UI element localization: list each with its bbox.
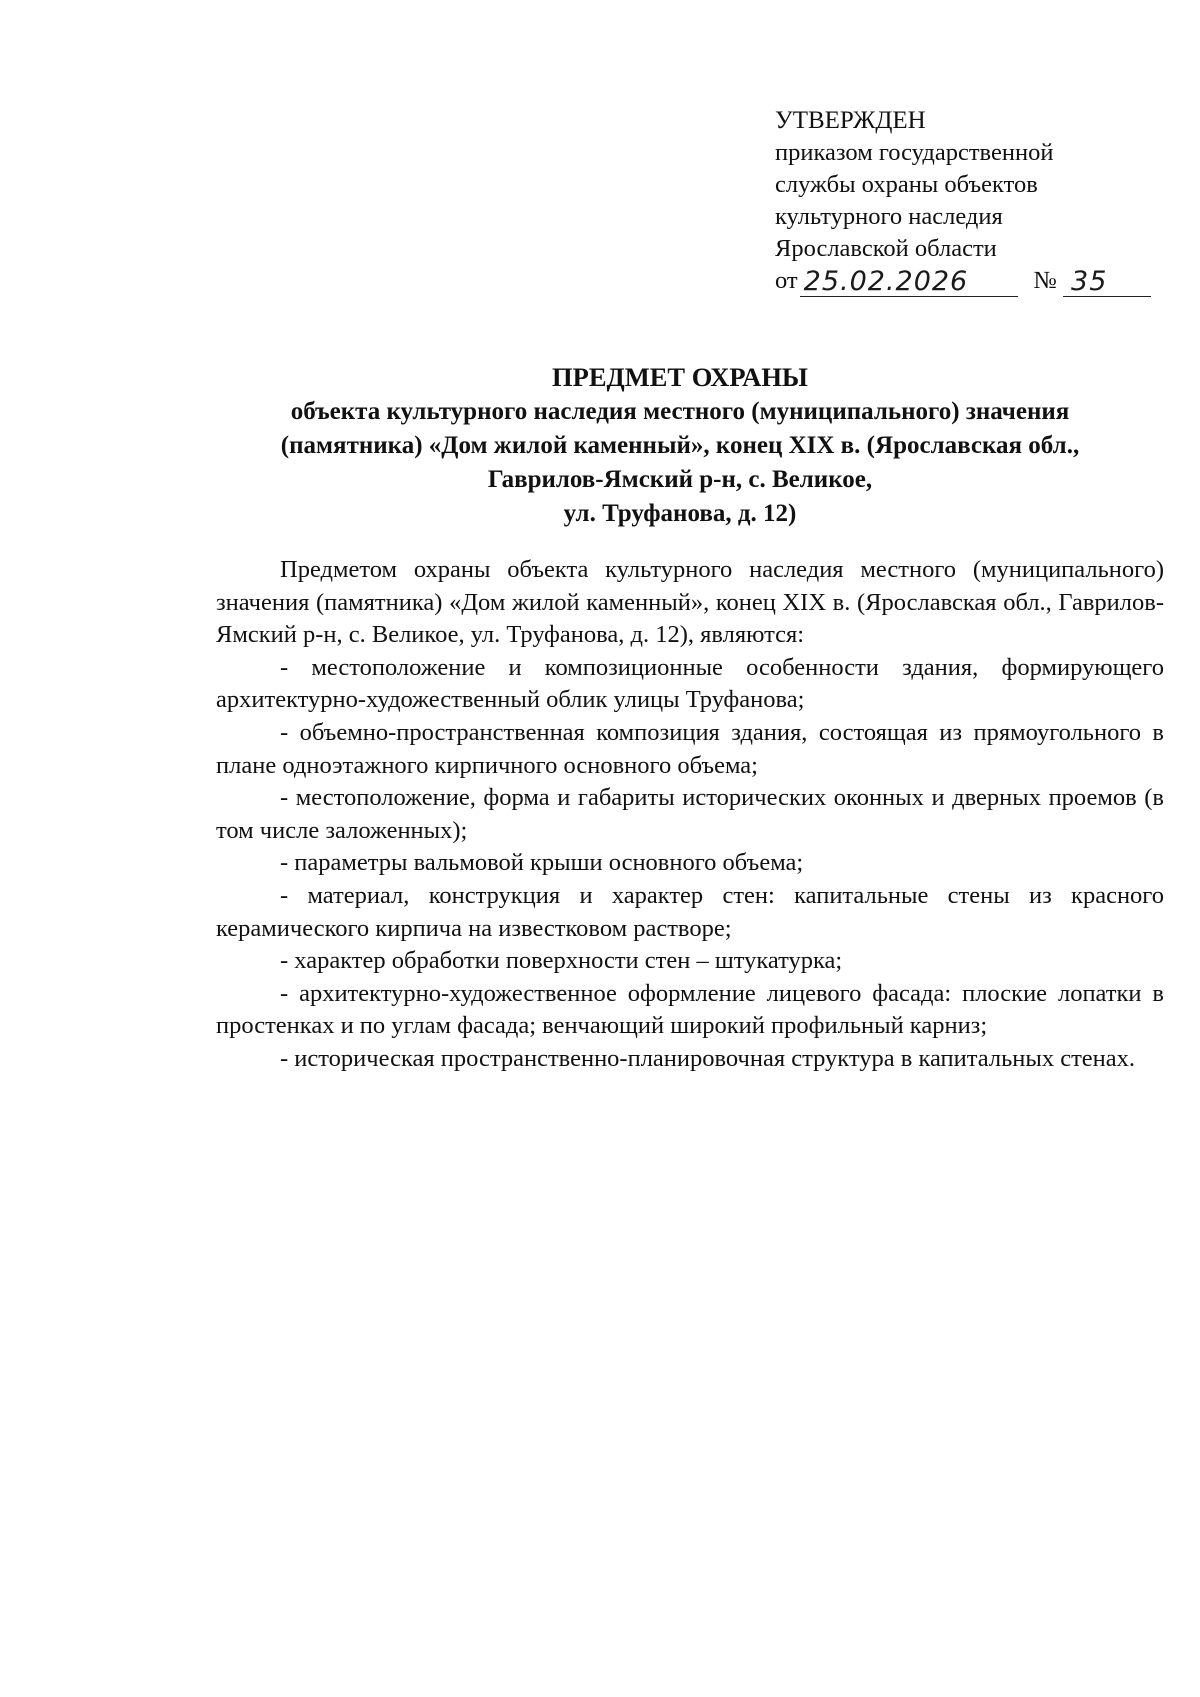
number-sign: № bbox=[1033, 267, 1058, 294]
list-item: - местоположение и композиционные особенности здания, формирующего архитектурно-художественный облик улицы Труфанова; bbox=[216, 653, 1164, 714]
document-title-block bbox=[195, 360, 1165, 531]
list-item: - параметры вальмовой крыши основного объема; bbox=[280, 849, 804, 877]
approval-date-number-line bbox=[775, 265, 1155, 297]
intro-paragraph: Предметом охраны объекта культурного наследия местного (муниципального) значения (памятника) «Дом жилой каменный», конец XIX в. (Ярославская обл., Гаврилов-Ямский р-н, с. Великое, ул. Труфанова, д. 12), являются: bbox=[216, 556, 1164, 649]
title-line: объекта культурного наследия местного (муниципального) значения bbox=[290, 398, 1070, 425]
date-prefix: от bbox=[775, 267, 798, 294]
list-item: - материал, конструкция и характер стен: капитальные стены из красного керамического кирпича на известковом растворе; bbox=[216, 881, 1164, 942]
list-item: - объемно-пространственная композиция здания, состоящая из прямоугольного в плане одноэтажного кирпичного основного объема; bbox=[216, 718, 1164, 779]
title-line: (памятника) «Дом жилой каменный», конец XIX в. (Ярославская обл., bbox=[280, 432, 1080, 459]
handwritten-date: 25.02.2026 bbox=[803, 266, 969, 297]
date-field bbox=[800, 268, 1018, 297]
list-item: - местоположение, форма и габариты исторических оконных и дверных проемов (в том числе заложенных); bbox=[216, 784, 1164, 844]
approval-heading: УТВЕРЖДЕН bbox=[775, 107, 926, 134]
title-line: ул. Труфанова, д. 12) bbox=[563, 500, 797, 527]
number-field bbox=[1063, 268, 1151, 297]
document-title: ПРЕДМЕТ ОХРАНЫ bbox=[552, 362, 808, 392]
title-line: Гаврилов-Ямский р-н, с. Великое, bbox=[487, 466, 873, 493]
approval-line: приказом государственной bbox=[775, 139, 1054, 166]
approval-line: культурного наследия bbox=[775, 203, 1003, 230]
list-item: - историческая пространственно-планировочная структура в капитальных стенах. bbox=[280, 1044, 1136, 1072]
handwritten-number: 35 bbox=[1071, 266, 1108, 297]
approval-line: службы охраны объектов bbox=[775, 171, 1038, 198]
approval-stamp-block bbox=[775, 105, 1155, 297]
approval-line: Ярославской области bbox=[775, 235, 997, 262]
list-item: - характер обработки поверхности стен – штукатурка; bbox=[280, 947, 843, 975]
list-item: - архитектурно-художественное оформление лицевого фасада: плоские лопатки в простенках и по углам фасада; венчающий широкий профильный карниз; bbox=[216, 979, 1164, 1040]
document-body bbox=[216, 554, 1164, 1076]
